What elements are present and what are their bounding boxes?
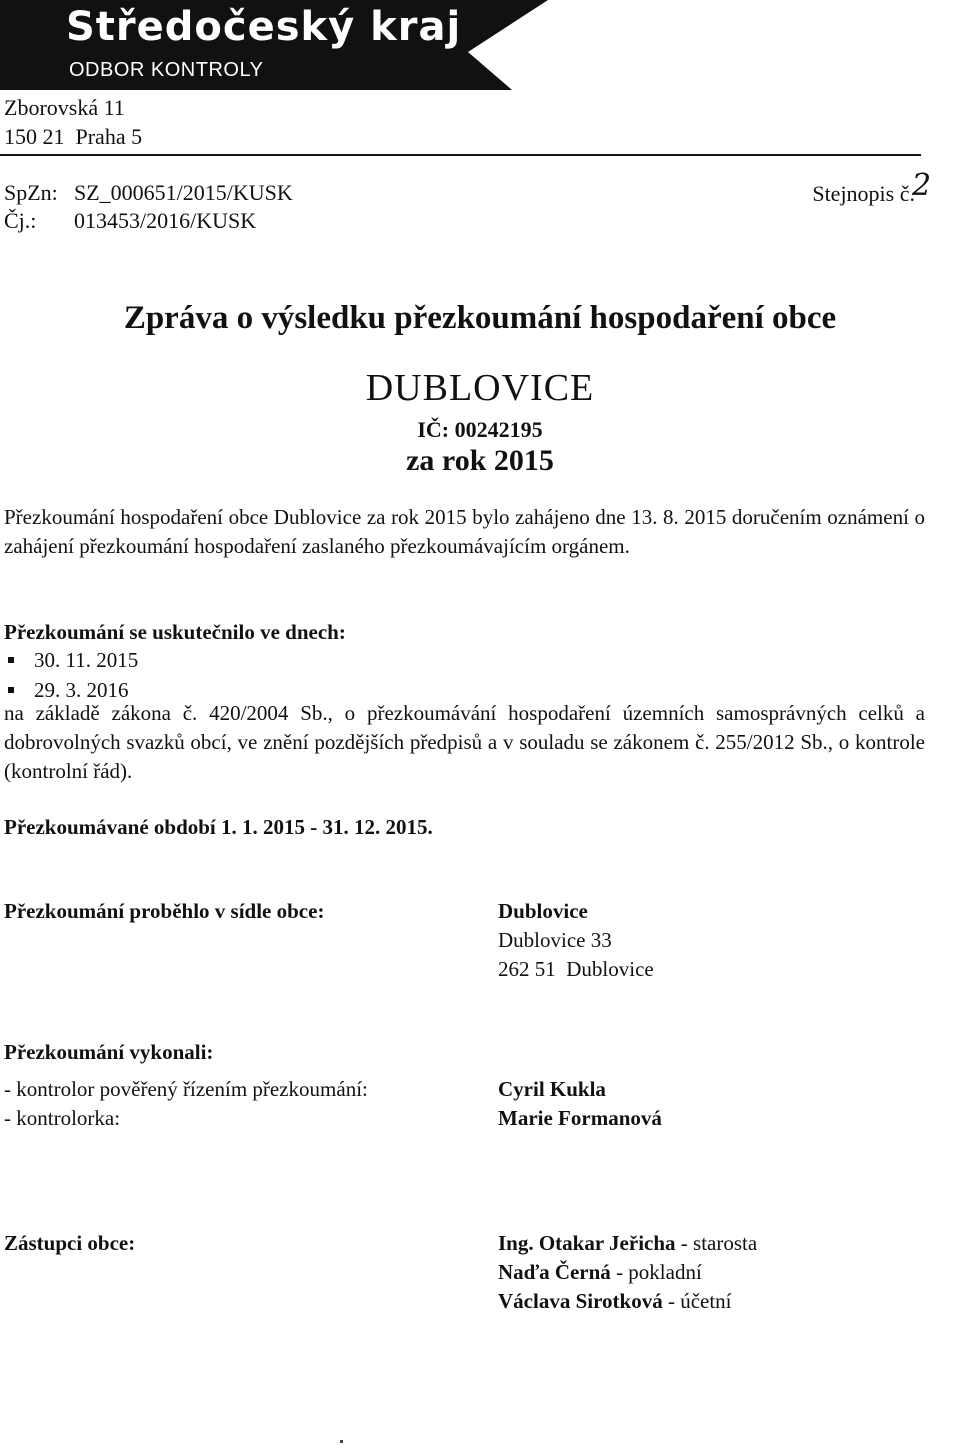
location-street: Dublovice 33	[498, 928, 612, 952]
review-period: Přezkoumávané období 1. 1. 2015 - 31. 12. 2015.	[4, 815, 433, 839]
representative-name: Naďa Černá	[498, 1260, 611, 1284]
inspector-role: - kontrolor pověřený řízením přezkoumání:	[4, 1077, 368, 1101]
list-item	[498, 1229, 757, 1258]
cj-line	[4, 207, 256, 235]
inspector-role: - kontrolorka:	[4, 1106, 121, 1130]
dates-list	[4, 645, 138, 705]
scan-speck	[340, 1440, 343, 1443]
intro-paragraph	[4, 503, 925, 561]
list-item	[498, 1258, 757, 1287]
department-name: ODBOR KONTROLY	[69, 59, 264, 81]
spzn-line	[4, 179, 293, 207]
dates-heading: Přezkoumání se uskutečnilo ve dnech:	[4, 620, 346, 644]
legal-text: na základě zákona č. 420/2004 Sb., o přezkoumávání hospodaření územních samosprávných celků a dobrovolných svazků obcí, ve znění pozdějších předpisů a v souladu se zákonem č. 255/2012 Sb., o kontrole (kontrolní řád).	[4, 701, 925, 783]
list-item: 29. 3. 2016	[4, 675, 138, 705]
header-banner	[0, 0, 960, 90]
representative-role: - pokladní	[610, 1260, 702, 1284]
legal-paragraph	[4, 699, 925, 786]
report-title: Zpráva o výsledku přezkoumání hospodaření obce	[123, 300, 837, 336]
representative-role: - účetní	[662, 1289, 732, 1313]
representatives-label: Zástupci obce:	[4, 1231, 136, 1255]
representative-name: Ing. Otakar Jeřicha	[498, 1231, 676, 1255]
municipality-ic: IČ: 00242195	[417, 417, 543, 442]
region-title: Středočeský kraj	[66, 4, 462, 50]
inspectors-heading: Přezkoumání vykonali:	[4, 1040, 214, 1064]
inspector-name: Cyril Kukla	[498, 1077, 606, 1101]
address-street: Zborovská 11	[4, 95, 125, 120]
list-item	[498, 1287, 757, 1316]
inspector-name: Marie Formanová	[498, 1106, 662, 1130]
copy-label: Stejnopis č.	[812, 181, 915, 206]
list-item: 30. 11. 2015	[4, 645, 138, 675]
location-block	[498, 897, 654, 984]
cj-label: Čj.:	[4, 208, 37, 233]
intro-text: Přezkoumání hospodaření obce Dublovice za rok 2015 bylo zahájeno dne 13. 8. 2015 doručením oznámení o zahájení přezkoumání hospodaření zaslaného přezkoumávajícím orgánem.	[4, 505, 925, 558]
report-year: za rok 2015	[406, 444, 554, 477]
address-city: 150 21 Praha 5	[4, 124, 143, 149]
municipality-name: DUBLOVICE	[365, 367, 595, 409]
location-name: Dublovice	[498, 899, 588, 923]
spzn-label: SpZn:	[4, 180, 58, 205]
representative-role: - starosta	[675, 1231, 758, 1255]
representatives-list	[498, 1229, 757, 1316]
cj-value: 013453/2016/KUSK	[74, 208, 257, 233]
header-divider	[0, 154, 921, 156]
spzn-value: SZ_000651/2015/KUSK	[74, 180, 293, 205]
location-city: 262 51 Dublovice	[498, 957, 654, 981]
location-label: Přezkoumání proběhlo v sídle obce:	[4, 899, 325, 923]
representative-name: Václava Sirotková	[498, 1289, 663, 1313]
copy-number-handwritten: 2	[912, 168, 932, 203]
